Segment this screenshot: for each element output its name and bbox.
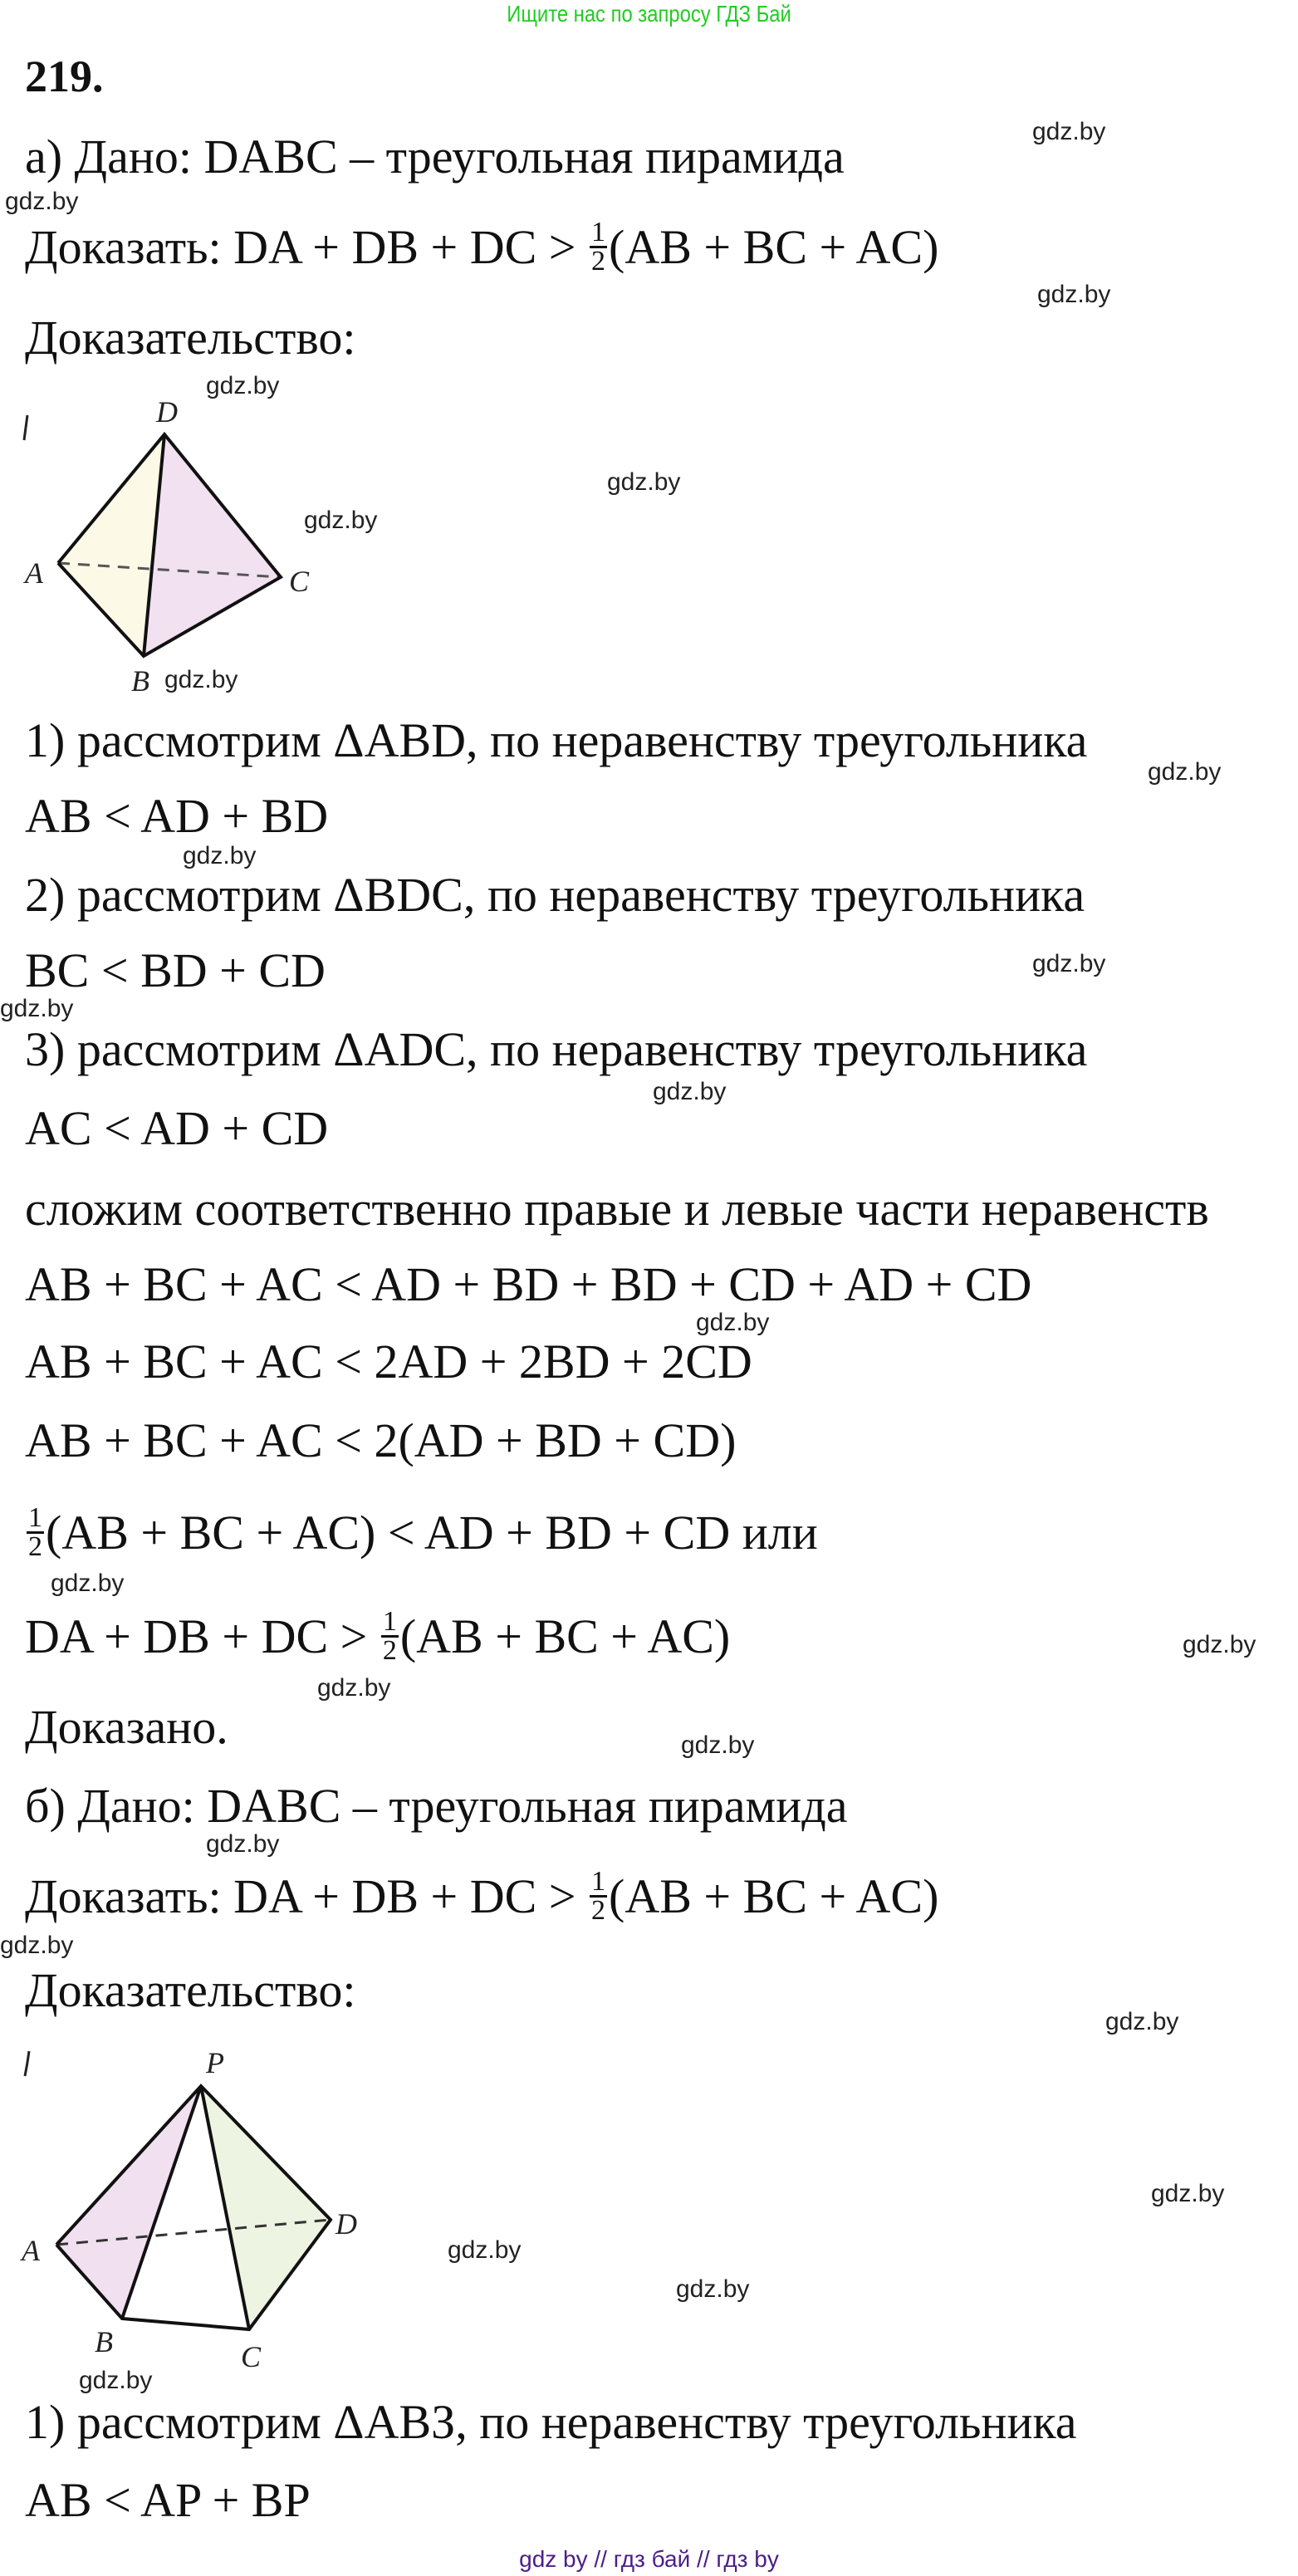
label-b: B bbox=[95, 2325, 113, 2358]
denominator: 2 bbox=[591, 246, 606, 277]
numerator: 1 bbox=[28, 1502, 42, 1534]
watermark: gdz.by bbox=[79, 2367, 153, 2394]
watermark: gdz.by bbox=[1037, 281, 1111, 308]
watermark: gdz.by bbox=[164, 666, 238, 693]
watermark: gdz.by bbox=[0, 1932, 74, 1959]
watermark: gdz.by bbox=[1183, 1631, 1256, 1658]
watermark: gdz.by bbox=[681, 1731, 755, 1759]
proof-heading-b: Доказательство: bbox=[25, 1963, 356, 2017]
footer-links: gdz by // гдз бай // гдз by bbox=[519, 2546, 779, 2572]
watermark: gdz.by bbox=[0, 995, 74, 1022]
watermark: gdz.by bbox=[304, 507, 378, 534]
numerator: 1 bbox=[382, 1606, 397, 1638]
fraction-half bbox=[27, 1502, 44, 1563]
watermark: gdz.by bbox=[317, 1674, 391, 1702]
prove-b-suffix: (AB + BC + AC) bbox=[609, 1869, 939, 1923]
proof-heading-a: Доказательство: bbox=[25, 311, 356, 365]
denominator: 2 bbox=[382, 1635, 397, 1667]
watermark: gdz.by bbox=[183, 842, 257, 869]
face-pcd bbox=[201, 2086, 331, 2329]
pyramid-figure bbox=[0, 2035, 382, 2375]
label-d: D bbox=[156, 395, 178, 429]
problem-number: 219. bbox=[25, 51, 104, 101]
numerator: 1 bbox=[591, 1866, 606, 1898]
prove-b-prefix: Доказать: DA + DB + DC > bbox=[25, 1869, 589, 1923]
given-a: а) Дано: DABC – треугольная пирамида bbox=[25, 130, 845, 184]
watermark: gdz.by bbox=[206, 372, 280, 399]
label-c: C bbox=[289, 565, 310, 598]
label-b: B bbox=[131, 664, 149, 698]
stray-mark bbox=[24, 415, 27, 440]
label-d: D bbox=[336, 2207, 357, 2241]
denominator: 2 bbox=[28, 1531, 42, 1563]
stray-mark bbox=[25, 2051, 29, 2076]
watermark: gdz.by bbox=[1151, 2180, 1225, 2207]
numerator: 1 bbox=[591, 217, 606, 248]
proved: Доказано. bbox=[25, 1700, 228, 1754]
given-b: б) Дано: DABC – треугольная пирамида bbox=[25, 1779, 848, 1833]
sum-text: сложим соответственно правые и левые части неравенств bbox=[25, 1182, 1209, 1236]
label-a: A bbox=[22, 2234, 40, 2267]
step-1-inequality: AB < AD + BD bbox=[25, 789, 329, 843]
final-prefix: DA + DB + DC > bbox=[25, 1609, 380, 1663]
watermark: gdz.by bbox=[607, 468, 681, 496]
face-dbc bbox=[144, 434, 281, 656]
watermark: gdz.by bbox=[51, 1570, 125, 1597]
b-step-1-inequality: AB < AP + BP bbox=[25, 2473, 311, 2527]
prove-b bbox=[25, 1866, 939, 1929]
fraction-half bbox=[381, 1606, 399, 1667]
final-suffix: (AB + BC + AC) bbox=[399, 1609, 731, 1663]
watermark: gdz.by bbox=[1032, 950, 1106, 977]
watermark: gdz.by bbox=[1148, 758, 1222, 786]
face-apb bbox=[56, 2086, 201, 2319]
watermark: gdz.by bbox=[676, 2275, 750, 2303]
watermark: gdz.by bbox=[206, 1830, 280, 1858]
b-step-1: 1) рассмотрим ΔАВЗ, по неравенству треугольника bbox=[25, 2395, 1077, 2449]
label-c: C bbox=[241, 2340, 262, 2373]
fraction-half bbox=[590, 1866, 607, 1927]
watermark: gdz.by bbox=[1105, 2008, 1179, 2035]
watermark: gdz.by bbox=[448, 2236, 522, 2264]
half-inequality bbox=[25, 1502, 818, 1565]
label-a: A bbox=[25, 556, 43, 590]
sum-1: AB + BC + AC < AD + BD + BD + CD + AD + CD bbox=[25, 1257, 1032, 1311]
prove-a bbox=[25, 217, 939, 280]
step-1: 1) рассмотрим ΔABD, по неравенству треугольника bbox=[25, 713, 1088, 767]
step-2: 2) рассмотрим ΔBDC, по неравенству треугольника bbox=[25, 868, 1085, 922]
step-3: 3) рассмотрим ΔADC, по неравенству треугольника bbox=[25, 1022, 1088, 1076]
half-suffix: (AB + BC + AC) < AD + BD + CD или bbox=[46, 1506, 818, 1560]
search-hint-banner: Ищите нас по запросу ГДЗ Бай bbox=[507, 1, 791, 27]
watermark: gdz.by bbox=[696, 1309, 770, 1336]
fraction-half bbox=[590, 219, 607, 275]
label-p: P bbox=[206, 2046, 224, 2079]
prove-a-prefix: Доказать: DA + DB + DC > bbox=[25, 220, 589, 274]
tetrahedron-figure bbox=[0, 382, 349, 714]
step-2-inequality: BC < BD + CD bbox=[25, 943, 326, 997]
denominator: 2 bbox=[591, 1895, 606, 1927]
watermark: gdz.by bbox=[5, 188, 79, 215]
watermark: gdz.by bbox=[1032, 118, 1106, 145]
sum-3: AB + BC + AC < 2(AD + BD + CD) bbox=[25, 1413, 737, 1467]
prove-a-suffix: (AB + BC + AC) bbox=[609, 220, 939, 274]
watermark: gdz.by bbox=[653, 1078, 727, 1105]
sum-2: AB + BC + AC < 2AD + 2BD + 2CD bbox=[25, 1335, 752, 1388]
final-inequality bbox=[25, 1606, 731, 1669]
step-3-inequality: AC < AD + CD bbox=[25, 1101, 329, 1155]
